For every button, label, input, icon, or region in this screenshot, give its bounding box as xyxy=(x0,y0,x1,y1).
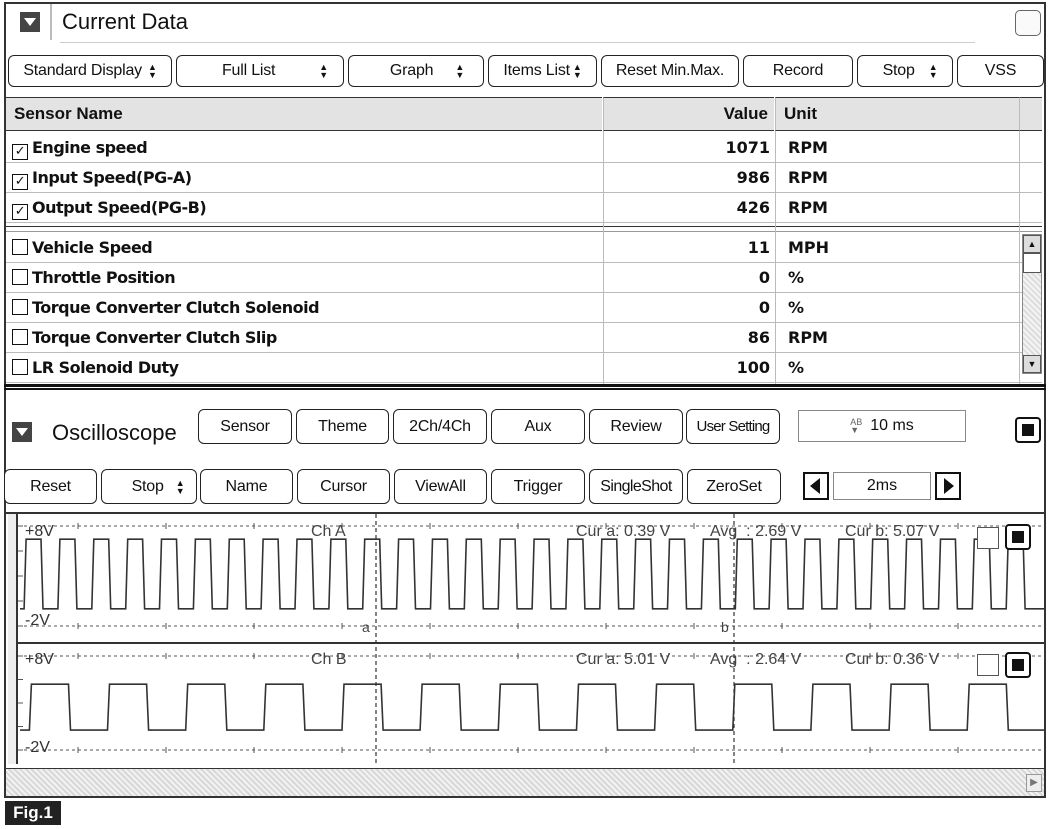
zero-set-button[interactable]: ZeroSet xyxy=(687,469,781,504)
cursor-button[interactable]: Cursor xyxy=(297,469,390,504)
sensor-name-cell: ✓ Output Speed(PG-B) xyxy=(12,198,206,220)
scroll-up-icon[interactable]: ▲ xyxy=(1023,235,1041,253)
ch-a-min-label: -2V xyxy=(25,612,50,629)
ch-a-max-label: +8V xyxy=(25,523,54,540)
updown-small-icon: AB ▼ xyxy=(850,417,863,435)
updown-icon xyxy=(929,63,938,79)
sensor-name-cell: ✓ Input Speed(PG-A) xyxy=(12,168,192,190)
ch-a-waveform xyxy=(20,539,1044,609)
current-data-title: Current Data xyxy=(62,9,188,34)
ch-b-max-label: +8V xyxy=(25,651,54,668)
header-filler xyxy=(1019,97,1042,131)
table-row[interactable] xyxy=(6,263,1042,293)
ch-a-cur-b: Cur b: 5.07 V xyxy=(845,523,940,540)
graph-select[interactable]: Graph ▲ ▼ xyxy=(348,55,484,87)
sensor-unit-cell: RPM xyxy=(788,138,828,157)
table-row[interactable] xyxy=(6,233,1042,263)
section-divider xyxy=(4,384,1046,390)
sensor-value-cell: 1071 xyxy=(725,138,770,157)
checkbox-icon[interactable] xyxy=(12,239,28,255)
sensor-unit-cell: RPM xyxy=(788,198,828,217)
ch-a-checkbox[interactable] xyxy=(977,527,999,549)
ch-a-avg: Avg : 2.69 V xyxy=(710,523,802,540)
timebase-field[interactable]: 2ms xyxy=(833,472,931,500)
time-per-div-field[interactable]: AB ▼ 10 ms xyxy=(798,410,966,442)
value-header[interactable]: Value xyxy=(603,97,774,131)
ch-b-waveform xyxy=(20,684,1044,730)
updown-icon xyxy=(455,63,464,79)
oscilloscope-display[interactable] xyxy=(18,514,1044,766)
reset-button[interactable]: Reset xyxy=(4,469,97,504)
sensor-value-cell: 0 xyxy=(758,298,770,317)
ch-b-select-icon[interactable] xyxy=(1005,652,1031,678)
user-setting-button[interactable]: User Setting xyxy=(686,409,780,444)
full-list-select[interactable]: Full List ▲ ▼ xyxy=(176,55,344,87)
sensor-value-cell: 86 xyxy=(747,328,770,347)
sensor-unit-cell: % xyxy=(788,268,805,287)
sensor-unit-cell: RPM xyxy=(788,328,828,347)
sensor-unit-cell: MPH xyxy=(788,238,830,257)
checkbox-icon[interactable] xyxy=(12,329,28,345)
sensor-name-cell: LR Solenoid Duty xyxy=(12,358,179,377)
title-divider xyxy=(50,4,52,40)
updown-icon xyxy=(319,63,328,79)
vss-button[interactable]: VSS xyxy=(957,55,1044,87)
current-data-collapse-icon[interactable] xyxy=(20,12,40,37)
sensor-unit-cell: RPM xyxy=(788,168,828,187)
horizontal-scrollbar[interactable] xyxy=(6,768,1044,796)
sensor-value-cell: 986 xyxy=(736,168,770,187)
view-all-button[interactable]: ViewAll xyxy=(394,469,487,504)
table-row[interactable] xyxy=(6,163,1042,193)
figure-label: Fig.1 xyxy=(5,801,61,825)
oscilloscope-title: Oscilloscope xyxy=(52,420,177,445)
sensor-button[interactable]: Sensor xyxy=(198,409,292,444)
sensor-name-cell: Vehicle Speed xyxy=(12,238,152,257)
scroll-down-icon[interactable]: ▼ xyxy=(1023,355,1041,373)
table-row[interactable] xyxy=(6,133,1042,163)
table-row[interactable] xyxy=(6,353,1042,383)
arrow-right-icon[interactable] xyxy=(935,472,961,500)
checkbox-icon[interactable] xyxy=(12,269,28,285)
review-button[interactable]: Review xyxy=(589,409,683,444)
sensor-name-cell: Throttle Position xyxy=(12,268,175,287)
scope-left-rail[interactable] xyxy=(8,514,18,764)
sensor-name-cell: Torque Converter Clutch Slip xyxy=(12,328,277,347)
arrow-left-icon[interactable] xyxy=(803,472,829,500)
checkbox-checked-icon[interactable]: ✓ xyxy=(12,174,28,190)
stop-square-icon[interactable] xyxy=(1015,417,1041,443)
record-button[interactable]: Record xyxy=(743,55,853,87)
title-underline xyxy=(60,42,975,43)
updown-icon xyxy=(148,63,157,79)
single-shot-button[interactable]: SingleShot xyxy=(589,469,683,504)
sensor-unit-cell: % xyxy=(788,298,805,317)
sensor-value-cell: 426 xyxy=(736,198,770,217)
checkbox-icon[interactable] xyxy=(12,299,28,315)
ch-b-checkbox[interactable] xyxy=(977,654,999,676)
name-button[interactable]: Name xyxy=(200,469,293,504)
updown-icon xyxy=(176,479,185,495)
col-separator xyxy=(1019,131,1020,384)
ch-b-avg: Avg : 2.64 V xyxy=(710,651,802,668)
updown-icon xyxy=(573,63,582,79)
cursor-a-label: a xyxy=(362,619,370,635)
ch-a-name: Ch A xyxy=(311,523,346,540)
reset-min-max-button[interactable]: Reset Min.Max. xyxy=(601,55,739,87)
sensor-unit-cell: % xyxy=(788,358,805,377)
table-row[interactable] xyxy=(6,193,1042,223)
trigger-button[interactable]: Trigger xyxy=(491,469,585,504)
channels-button[interactable]: 2Ch/4Ch xyxy=(393,409,487,444)
standard-display-select[interactable]: Standard Display ▲ ▼ xyxy=(8,55,172,87)
sensor-name-cell: Torque Converter Clutch Solenoid xyxy=(12,298,319,317)
sensor-value-cell: 0 xyxy=(758,268,770,287)
cursor-b-label: b xyxy=(721,619,729,635)
maximize-icon[interactable] xyxy=(1015,10,1041,36)
osc-stop-select[interactable]: Stop ▲ ▼ xyxy=(101,469,197,504)
items-list-select[interactable]: Items List ▲ ▼ xyxy=(488,55,597,87)
aux-button[interactable]: Aux xyxy=(491,409,585,444)
theme-button[interactable]: Theme xyxy=(296,409,389,444)
checkbox-checked-icon[interactable]: ✓ xyxy=(12,204,28,220)
unit-header[interactable]: Unit xyxy=(775,97,1019,131)
ch-b-name: Ch B xyxy=(311,651,347,668)
scroll-thumb[interactable] xyxy=(1023,253,1041,273)
ch-b-cur-a: Cur a: 5.01 V xyxy=(576,651,671,668)
table-row[interactable] xyxy=(6,323,1042,353)
list-splitter[interactable] xyxy=(6,226,1042,232)
col-separator xyxy=(775,131,776,384)
checkbox-icon[interactable] xyxy=(12,359,28,375)
sensor-value-cell: 11 xyxy=(747,238,770,257)
scroll-right-icon[interactable]: ▶ xyxy=(1026,774,1042,792)
oscilloscope-collapse-icon[interactable] xyxy=(12,422,32,447)
ch-a-select-icon[interactable] xyxy=(1005,524,1031,550)
sensor-value-cell: 100 xyxy=(736,358,770,377)
sensor-name-header[interactable]: Sensor Name xyxy=(6,97,602,131)
ch-b-min-label: -2V xyxy=(25,739,50,756)
table-row[interactable] xyxy=(6,293,1042,323)
ch-a-cur-a: Cur a: 0.39 V xyxy=(576,523,671,540)
ch-b-cur-b: Cur b: 0.36 V xyxy=(845,651,940,668)
sensor-name-cell: ✓ Engine speed xyxy=(12,138,147,160)
col-separator xyxy=(603,131,604,384)
stop-select[interactable]: Stop ▲ ▼ xyxy=(857,55,953,87)
checkbox-checked-icon[interactable]: ✓ xyxy=(12,144,28,160)
